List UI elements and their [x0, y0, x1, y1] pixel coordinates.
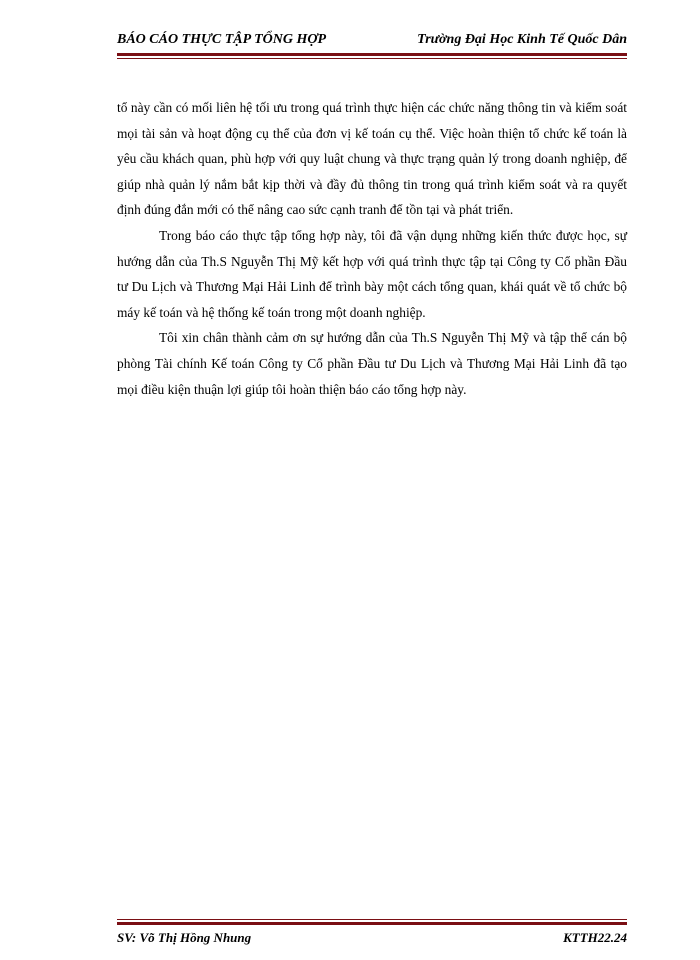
student-name: SV: Võ Thị Hồng Nhung — [117, 930, 252, 945]
footer-rule-thick — [117, 922, 627, 925]
page-header — [117, 30, 627, 52]
paragraph-3: Tôi xin chân thành cảm ơn sự hướng dẫn của Th.S Nguyễn Thị Mỹ và tập thể cán bộ phòng Tài chính Kế toán Công ty Cổ phần Đầu tư Du Lịch và Thương Mại Hải Linh đã tạo mọi điều kiện thuận lợi giúp tôi hoàn thiện báo cáo tổng hợp này. — [117, 330, 627, 397]
university-name: Trường Đại Học Kinh Tế Quốc Dân — [417, 32, 627, 47]
document-body — [117, 95, 627, 402]
report-title: BÁO CÁO THỰC TẬP TỔNG HỢP — [117, 32, 327, 47]
footer-rule-thin — [117, 919, 627, 920]
paragraph-2: Trong báo cáo thực tập tổng hợp này, tôi đã vận dụng những kiến thức được học, sự hướng dẫn của Th.S Nguyễn Thị Mỹ kết hợp với quá trình thực tập tại Công ty Cổ phần Đầu tư Du Lịch và Thương Mại Hải Linh để trình bày một cách tổng quan, khái quát về tổ chức bộ máy kế toán và hệ thống kế toán trong một doanh nghiệp. — [117, 227, 627, 320]
class-code: KTTH22.24 — [563, 930, 627, 945]
paragraph-1: tổ này cần có mối liên hệ tối ưu trong quá trình thực hiện các chức năng thông tin và kiểm soát mọi tài sản và hoạt động cụ thể của đơn vị kế toán cụ thể. Việc hoàn thiện tổ chức kế toán là yêu cầu khách quan, phù hợp với quy luật chung và thực trạng quản lý trong doanh nghiệp, để giúp nhà quản lý nắm bắt kịp thời và đầy đủ thông tin trong quá trình kiểm soát và ra quyết định đúng đắn mới có thể nâng cao sức cạnh tranh để tồn tại và phát triển. — [117, 100, 627, 218]
header-rule-thin — [117, 58, 627, 59]
page-footer — [117, 930, 627, 950]
header-rule-thick — [117, 53, 627, 56]
